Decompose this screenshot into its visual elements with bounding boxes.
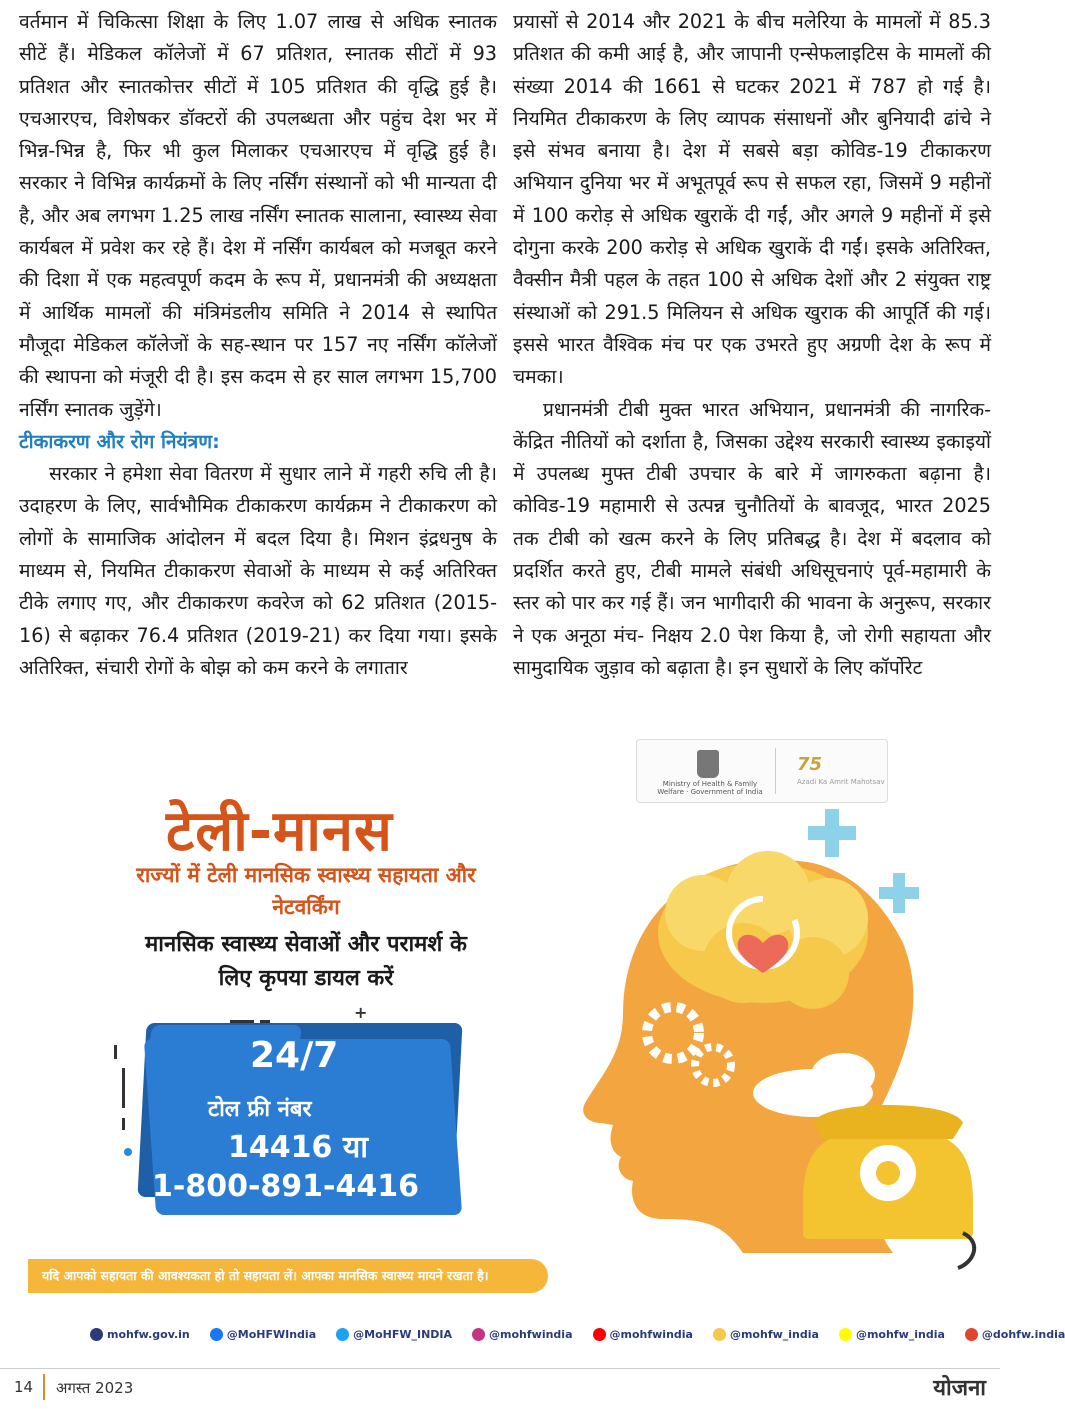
facebook-icon bbox=[210, 1328, 223, 1341]
footer-rule bbox=[0, 1368, 1000, 1369]
sharechat-icon bbox=[965, 1328, 978, 1341]
logo-divider bbox=[775, 748, 776, 794]
instagram-icon bbox=[472, 1328, 485, 1341]
helpline-number-long: 1-800-891-4416 bbox=[152, 1169, 419, 1204]
issue-date: अगस्त 2023 bbox=[56, 1379, 134, 1397]
decoration-dash bbox=[114, 1045, 117, 1059]
decoration-dash bbox=[122, 1118, 125, 1130]
koo-link[interactable]: @mohfw_india bbox=[713, 1328, 819, 1341]
facebook-link[interactable]: @MoHFWIndia bbox=[210, 1328, 316, 1341]
twitter-link[interactable]: @MoHFW_INDIA bbox=[336, 1328, 452, 1341]
koo-icon bbox=[713, 1328, 726, 1341]
magazine-name: योजना bbox=[933, 1376, 986, 1401]
sponsor-logos bbox=[636, 739, 888, 803]
ad-call-text: मानसिक स्वास्थ्य सेवाओं और परामर्श के लिए कृपया डायल करें bbox=[145, 932, 467, 991]
snapchat-icon bbox=[839, 1328, 852, 1341]
paragraph: वर्तमान में चिकित्सा शिक्षा के लिए 1.07 लाख से अधिक स्नातक सीटें हैं। मेडिकल कॉलेजों में 67 प्रतिशत, स्नातक सीटों में 93 प्रतिशत और स्नातकोत्तर सीटों में 105 प्रतिशत की वृद्धि हुई है। एचआरएच, विशेषकर डॉक्टरों की उपलब्धता और पहुंच देश भर में भिन्न-भिन्न है, फिर भी कुल मिलाकर एचआरएच में वृद्धि हुई है। सरकार ने विभिन्न कार्यक्रमों के लिए नर्सिंग संस्थानों को भी मान्यता दी है, और अब लगभग 1.25 लाख नर्सिंग स्नातक सालाना, स्वास्थ्य सेवा कार्यबल में प्रवेश कर रहे हैं। देश में नर्सिंग कार्यबल को मजबूत करने की दिशा में एक महत्वपूर्ण कदम के रूप में, प्रधानमंत्री की अध्यक्षता में आर्थिक मामलों की मंत्रिमंडलीय समिति ने 2014 से स्थापित मौजूदा मेडिकल कॉलेजों के सह-स्थान पर 157 नए नर्सिंग कॉलेजों की स्थापना को मंजूरी दी है। इस कदम से हर साल लगभग 15,700 नर्सिंग स्नातक जुड़ेंगे। bbox=[19, 10, 497, 421]
page-number: 14 bbox=[14, 1378, 34, 1396]
section-heading: टीकाकरण और रोग नियंत्रण: bbox=[19, 429, 220, 453]
availability-label: 24/7 bbox=[250, 1035, 339, 1076]
youtube-icon bbox=[593, 1328, 606, 1341]
tollfree-label: टोल फ्री नंबर bbox=[208, 1097, 312, 1122]
ad-subtitle: राज्यों में टेली मानसिक स्वास्थ्य सहायता और नेटवर्किंग bbox=[136, 863, 476, 919]
ad-title: टेली-मानस bbox=[166, 799, 393, 864]
decoration-dash bbox=[122, 1068, 125, 1108]
helpline-number-short: 14416 या bbox=[228, 1130, 368, 1165]
azadi-label: Azadi Ka Amrit Mahotsav bbox=[797, 778, 885, 786]
twitter-icon bbox=[336, 1328, 349, 1341]
snapchat-link[interactable]: @mohfw_india bbox=[839, 1328, 945, 1341]
paragraph: प्रधानमंत्री टीबी मुक्त भारत अभियान, प्रधानमंत्री की नागरिक-केंद्रित नीतियों को दर्शाता है, जिसका उद्देश्य सरकारी स्वास्थ्य इकाइयों में उपलब्ध मुफ्त टीबी उपचार के बारे में जागरुकता बढ़ाना है। कोविड-19 महामारी से उत्पन्न चुनौतियों के बावजूद, भारत 2025 तक टीबी को खत्म करने के लिए प्रतिबद्ध है। देश में बदलाव को प्रदर्शित करते हुए, टीबी मामले संबंधी अधिसूचनाएं पूर्व-महामारी के स्तर को पार कर गई हैं। जन भागीदारी की भावना के अनुरूप, सरकार ने एक अनूठा मंच- निक्षय 2.0 पेश किया है, जो रोगी सहायता और सामुदायिक जुड़ाव को बढ़ाता है। इन सुधारों के लिए कॉर्पोरेट bbox=[513, 397, 991, 679]
left-column bbox=[19, 6, 497, 684]
tele-manas-advertisement bbox=[18, 733, 1065, 1363]
instagram-link[interactable]: @mohfwindia bbox=[472, 1328, 572, 1341]
paragraph: प्रयासों से 2014 और 2021 के बीच मलेरिया के मामलों में 85.3 प्रतिशत की कमी आई है, और जापानी एन्सेफलाइटिस के मामलों की संख्या 2014 की 1661 से घटकर 2021 में 787 हो गई है। नियमित टीकाकरण के लिए व्यापक संसाधनों और बुनियादी ढांचे ने इसे संभव बनाया है। देश में सबसे बड़ा कोविड-19 टीकाकरण अभियान दुनिया भर में अभूतपूर्व रूप से सफल रहा, जिसमें 9 महीनों में 100 करोड़ से अधिक खुराकें दी गईं, और अगले 9 महीनों में इसे दोगुना करके 200 करोड़ से अधिक खुराकें दी गईं। इसके अतिरिक्त, वैक्सीन मैत्री पहल के तहत 100 से अधिक देशों और 2 संयुक्त राष्ट्र संस्थाओं को 291.5 मिलियन से अधिक खुराक की आपूर्ति की गई। इससे भारत वैश्विक मंच पर एक उभरते हुए अग्रणी देश के रूप में चमका। bbox=[513, 10, 991, 389]
decoration-dot bbox=[124, 1148, 132, 1156]
youtube-link[interactable]: @mohfwindia bbox=[593, 1328, 693, 1341]
website-link[interactable]: mohfw.gov.in bbox=[90, 1328, 190, 1341]
ad-banner bbox=[28, 1259, 548, 1293]
social-links bbox=[90, 1323, 1065, 1345]
sharechat-link[interactable]: @dohfw.india bbox=[965, 1328, 1065, 1341]
mental-health-illustration bbox=[563, 803, 983, 1273]
footer-divider bbox=[43, 1374, 45, 1400]
globe-icon bbox=[90, 1328, 103, 1341]
banner-text: यदि आपको सहायता की आवश्यकता हो तो सहायता लें। आपका मानसिक स्वास्थ्य मायने रखता है। bbox=[42, 1268, 489, 1283]
ministry-label: Ministry of Health & Family Welfare · Government of India bbox=[657, 780, 763, 796]
paragraph: सरकार ने हमेशा सेवा वितरण में सुधार लाने में गहरी रुचि ली है। उदाहरण के लिए, सार्वभौमिक टीकाकरण कार्यक्रम ने टीकाकरण को लोगों के सामाजिक आंदोलन में बदल दिया है। मिशन इंद्रधनुष के माध्यम से, नियमित टीकाकरण सेवाओं के माध्यम से कई अतिरिक्त टीके लगाए गए, और टीकाकरण कवरेज को 62 प्रतिशत (2015-16) से बढ़ाकर 76.4 प्रतिशत (2019-21) कर दिया गया। इसके अतिरिक्त, संचारी रोगों के बोझ को कम करने के लगातार bbox=[19, 462, 497, 679]
national-emblem-icon bbox=[697, 750, 719, 778]
plus-icon: + bbox=[354, 1003, 368, 1022]
right-column bbox=[513, 6, 991, 684]
azadi-logo: 75 bbox=[797, 754, 823, 775]
